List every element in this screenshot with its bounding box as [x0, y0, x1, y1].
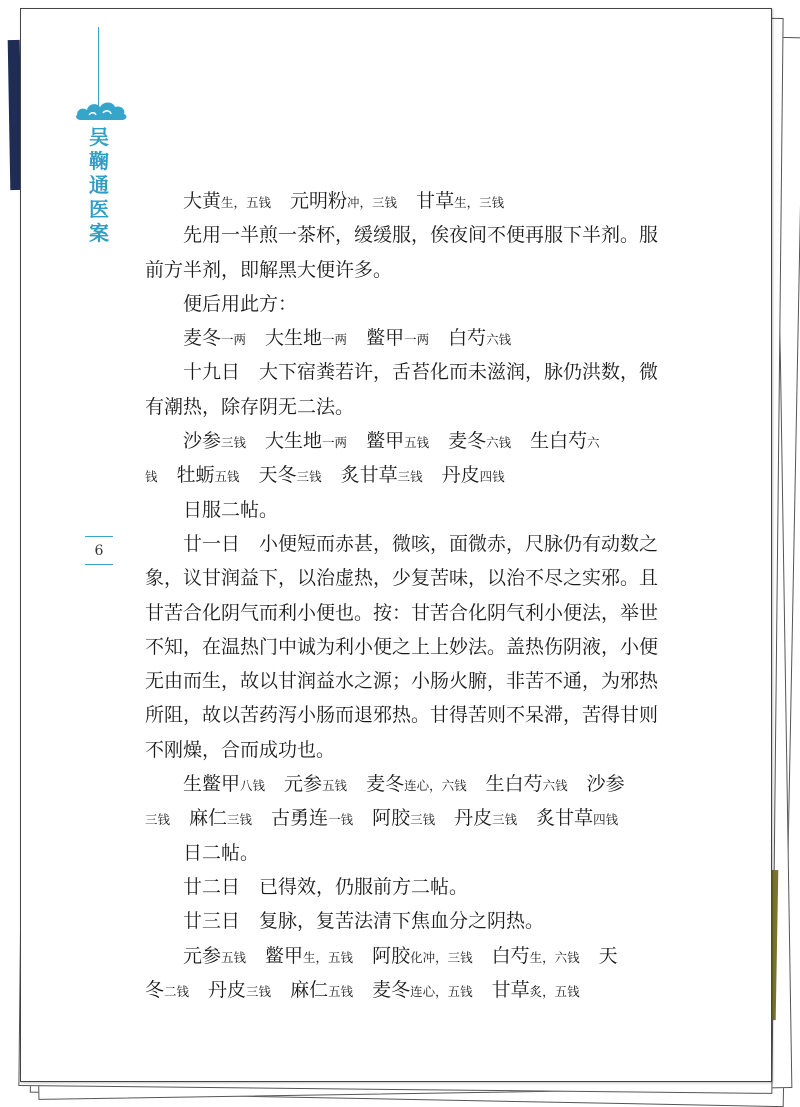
- page-number-rule: [85, 564, 113, 565]
- text-line: 钱 牡蛎五钱 天冬三钱 炙甘草三钱 丹皮四钱: [145, 464, 505, 487]
- text-line: 沙参三钱 大生地一两 鳖甲五钱 麦冬六钱 生白芍六: [183, 430, 600, 453]
- page-number-rule: [85, 536, 113, 537]
- text-line: 日二帖。: [183, 841, 260, 864]
- text-line: 廿三日 复脉，复苦法清下焦血分之阴热。: [183, 910, 545, 933]
- text-line: 廿二日 已得效，仍服前方二帖。: [183, 875, 469, 898]
- text-line: 大黄生，五钱 元明粉冲，三钱 甘草生，三钱: [183, 190, 505, 212]
- text-line: 日服二帖。: [183, 498, 279, 521]
- text-line: 冬二钱 丹皮三钱 麻仁五钱 麦冬连心，五钱 甘草炙，五钱: [145, 978, 580, 1001]
- text-line: 有潮热，除存阴无二法。: [145, 395, 355, 418]
- cloud-ornament-icon: [73, 97, 129, 123]
- book-page: [20, 8, 772, 1082]
- text-line: 所阻，故以苦药泻小肠而退邪热。甘得苦则不呆滞，苦得甘则: [145, 704, 659, 727]
- text-line: 前方半剂，即解黑大便许多。: [145, 258, 393, 281]
- text-line: 三钱 麻仁三钱 古勇连一钱 阿胶三钱 丹皮三钱 炙甘草四钱: [145, 807, 619, 830]
- text-line: 十九日 大下宿粪若许，舌苔化而未滋润，脉仍洪数，微: [183, 361, 659, 384]
- text-line: 先用一半煎一茶杯，缓缓服，俟夜间不便再服下半剂。服: [183, 224, 659, 247]
- page-number: 6: [94, 543, 104, 559]
- text-line: 无由而生，故以甘润益水之源；小肠火腑，非苦不通，为邪热: [145, 670, 659, 693]
- body-text: [145, 184, 675, 1007]
- text-line: 生鳖甲八钱 元参五钱 麦冬连心，六钱 生白芍六钱 沙参: [183, 773, 625, 796]
- text-line: 不知，在温热门中诚为利小便之上上妙法。盖热伤阴液，小便: [145, 635, 659, 658]
- text-line: 象，议甘润益下，以治虚热，少复苦味，以治不尽之实邪。且: [145, 567, 659, 590]
- text-line: 便后用此方：: [183, 292, 298, 315]
- text-line: 麦冬一两 大生地一两 鳖甲一两 白芍六钱: [183, 327, 512, 350]
- book-title: 吴 鞠 通 医 案: [89, 125, 109, 245]
- text-line: 不刚燥，合而成功也。: [145, 738, 336, 761]
- text-line: 廿一日 小便短而赤甚，微咳，面微赤，尺脉仍有动数之: [183, 532, 659, 555]
- text-line: 甘苦合化阴气而利小便也。按：甘苦合化阴气利小便法，举世: [145, 601, 659, 624]
- text-line: 元参五钱 鳖甲生，五钱 阿胶化冲，三钱 白芍生，六钱 天: [183, 944, 618, 967]
